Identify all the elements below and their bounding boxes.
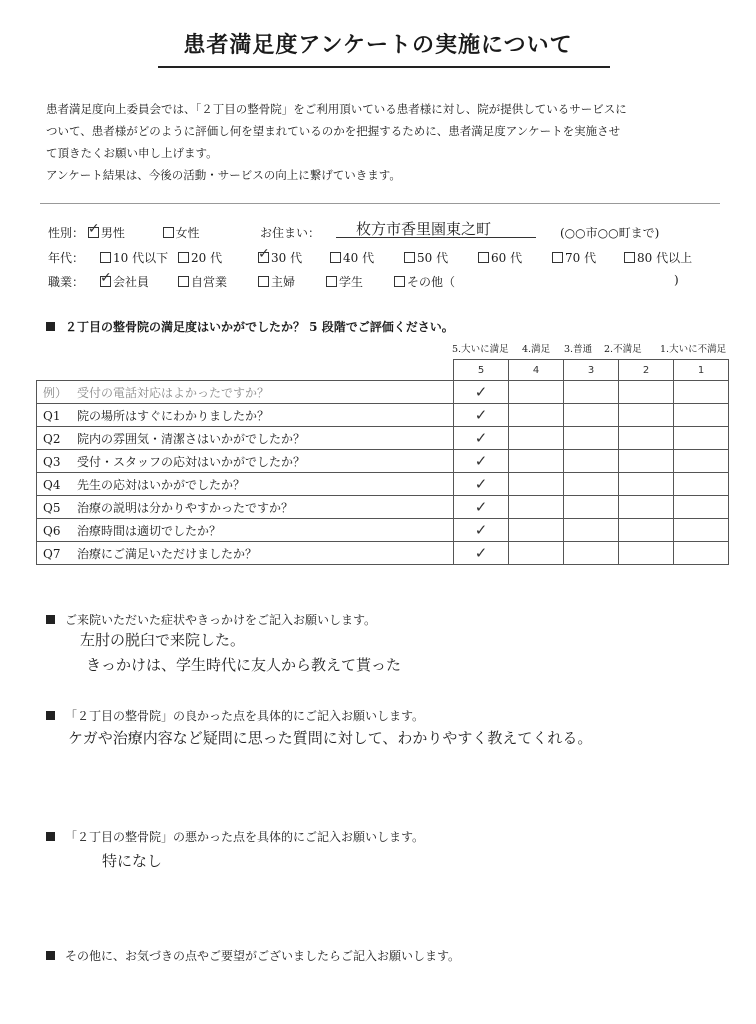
question-text: 先生の応対はいかがでしたか？: [77, 477, 246, 492]
job-other-close: ): [674, 273, 679, 287]
table-header-row: [37, 360, 729, 381]
checkbox-other[interactable]: [394, 276, 405, 287]
rating-cell-5[interactable]: [454, 542, 509, 565]
question-text: 受付の電話対応はよかったですか？: [77, 385, 270, 400]
rating-cell-5[interactable]: [454, 496, 509, 519]
rating-cell-2[interactable]: [619, 473, 674, 496]
table-row: [37, 473, 729, 496]
age-label: 年代：: [48, 251, 85, 265]
question-label: [37, 404, 454, 427]
bullet-square-icon: [46, 951, 55, 960]
age-option-30[interactable]: ✓ 30 代: [258, 246, 303, 265]
rating-cell-2[interactable]: [619, 542, 674, 565]
check-mark-icon: ✓: [474, 452, 488, 470]
rating-cell-1[interactable]: [674, 473, 729, 496]
satisfaction-table: [36, 359, 729, 565]
table-row: [37, 381, 729, 404]
question-text: 院の場所はすぐにわかりましたか？: [77, 408, 270, 423]
rating-cell-5[interactable]: [454, 519, 509, 542]
address-hint: (○○市○○町まで): [560, 226, 660, 240]
scale-label-2: 2.不満足: [604, 344, 642, 355]
check-mark-icon: ✓: [474, 521, 488, 539]
bullet-square-icon: [46, 832, 55, 841]
table-row: [37, 450, 729, 473]
title-underline: [158, 66, 610, 68]
age-option-40[interactable]: 40 代: [330, 249, 374, 266]
rating-cell-3[interactable]: [564, 473, 619, 496]
scale-label-4: 4.満足: [522, 344, 551, 355]
age-option-50[interactable]: 50 代: [404, 249, 448, 266]
table-row: [37, 404, 729, 427]
question-id: Q7: [43, 546, 61, 561]
checkbox-age-80[interactable]: [624, 252, 635, 263]
question-label: [37, 450, 454, 473]
question-label: [37, 542, 454, 565]
question-text: 院内の雰囲気・清潔さはいかがでしたか？: [77, 431, 306, 446]
rating-cell-2[interactable]: [619, 519, 674, 542]
col-header-4: 4: [509, 360, 564, 381]
job-label: 職業：: [48, 275, 85, 289]
rating-cell-3[interactable]: [564, 496, 619, 519]
page-title: 患者満足度アンケートの実施について: [183, 32, 573, 58]
free-q1-answer-line[interactable]: 左肘の脱臼で来院した。: [80, 631, 246, 649]
check-mark-icon: ✓: [474, 498, 488, 516]
address-value[interactable]: 枚方市香里園東之町: [356, 220, 492, 238]
survey-heading: ２丁目の整骨院の満足度はいかがでしたか？ 5 段階でご評価ください。: [46, 318, 454, 335]
question-label: [37, 519, 454, 542]
intro-line: ついて、患者様がどのように評価し何を望まれているのかを把握するために、患者満足度アンケートを実施させ: [46, 124, 621, 138]
rating-cell-3[interactable]: [564, 427, 619, 450]
col-header-2: 2: [619, 360, 674, 381]
table-row: [37, 519, 729, 542]
age-option-20[interactable]: 20 代: [178, 249, 222, 266]
age-option-60[interactable]: 60 代: [478, 249, 522, 266]
free-q1-answer-line[interactable]: きっかけは、学生時代に友人から教えて貰った: [86, 656, 402, 674]
table-row: [37, 427, 729, 450]
rating-cell-4[interactable]: [509, 542, 564, 565]
rating-cell-3[interactable]: [564, 519, 619, 542]
col-header-5: 5: [454, 360, 509, 381]
scale-label-5: 5.大いに満足: [452, 344, 509, 355]
rating-cell-4[interactable]: [509, 473, 564, 496]
question-id: Q5: [43, 500, 61, 515]
checkbox-age-70[interactable]: [552, 252, 563, 263]
rating-cell-2[interactable]: [619, 427, 674, 450]
question-id: Q6: [43, 523, 61, 538]
check-mark-icon: ✓: [474, 544, 488, 562]
question-label: [37, 496, 454, 519]
job-option-self-employed[interactable]: 自営業: [178, 273, 227, 290]
question-label: [37, 381, 454, 404]
question-id: Q1: [43, 408, 61, 423]
scale-label-3: 3.普通: [564, 344, 593, 355]
rating-cell-1[interactable]: [674, 404, 729, 427]
rating-cell-2[interactable]: [619, 404, 674, 427]
rating-cell-4[interactable]: [509, 427, 564, 450]
question-label: [37, 427, 454, 450]
rating-cell-4[interactable]: [509, 450, 564, 473]
rating-cell-4[interactable]: [509, 404, 564, 427]
check-mark-icon: ✓: [474, 383, 488, 401]
checkbox-student[interactable]: [326, 276, 337, 287]
intro-line: 患者満足度向上委員会では、「２丁目の整骨院」をご利用頂いている患者様に対し、院が提供しているサービスに: [46, 102, 627, 116]
free-q3-answer-line[interactable]: 特になし: [102, 852, 163, 870]
gender-option-male[interactable]: ✓ 男性: [87, 221, 125, 240]
rating-cell-1[interactable]: [674, 381, 729, 404]
address-label: お住まい：: [260, 226, 321, 240]
gender-row: [48, 221, 200, 241]
job-option-homemaker[interactable]: 主婦: [258, 273, 295, 290]
intro-divider: [40, 203, 720, 204]
checkbox-age-50[interactable]: [404, 252, 415, 263]
question-label: [37, 473, 454, 496]
question-text: 治療にご満足いただけましたか？: [77, 546, 258, 561]
checkbox-age-30[interactable]: [258, 246, 270, 263]
free-q4-prompt: その他に、お気づきの点やご要望がございましたらご記入お願いします。: [46, 947, 460, 964]
intro-line: アンケート結果は、今後の活動・サービスの向上に繋げていきます。: [46, 168, 401, 182]
age-option-10[interactable]: 10 代以下: [100, 249, 168, 266]
rating-cell-1[interactable]: [674, 450, 729, 473]
job-option-employee[interactable]: ✓ 会社員: [100, 270, 150, 289]
question-text: 治療の説明は分かりやすかったですか？: [77, 500, 294, 515]
question-id: Q2: [43, 431, 61, 446]
rating-cell-4[interactable]: [509, 496, 564, 519]
age-option-70[interactable]: 70 代: [552, 249, 596, 266]
question-id: Q4: [43, 477, 61, 492]
bullet-square-icon: [46, 615, 55, 624]
checkbox-female[interactable]: [163, 227, 174, 238]
checkbox-age-20[interactable]: [178, 252, 189, 263]
free-q2-answer-line[interactable]: ケガや治療内容など疑問に思った質問に対して、わかりやすく教えてくれる。: [68, 729, 593, 747]
bullet-square-icon: [46, 711, 55, 720]
checkbox-self-employed[interactable]: [178, 276, 189, 287]
rating-cell-3[interactable]: [564, 404, 619, 427]
checkbox-male[interactable]: [87, 221, 100, 238]
check-mark-icon: ✓: [258, 246, 270, 262]
checkbox-age-60[interactable]: [478, 252, 489, 263]
rating-cell-4[interactable]: [509, 519, 564, 542]
rating-cell-5[interactable]: [454, 427, 509, 450]
free-q1-prompt: ご来院いただいた症状やきっかけをご記入お願いします。: [46, 611, 376, 628]
rating-cell-3[interactable]: [564, 450, 619, 473]
rating-cell-5[interactable]: [454, 404, 509, 427]
rating-cell-1[interactable]: [674, 427, 729, 450]
intro-text: [46, 98, 726, 186]
col-header-1: 1: [674, 360, 729, 381]
check-mark-icon: ✓: [100, 270, 112, 286]
intro-line: て頂きたくお願い申し上げます。: [46, 146, 218, 160]
rating-cell-1[interactable]: [674, 496, 729, 519]
check-mark-icon: ✓: [474, 475, 488, 493]
rating-cell-4[interactable]: [509, 381, 564, 404]
rating-cell-5[interactable]: [454, 450, 509, 473]
checkbox-age-10[interactable]: [100, 252, 111, 263]
age-option-80[interactable]: 80 代以上: [624, 249, 692, 266]
job-option-student[interactable]: 学生: [326, 273, 363, 290]
scale-label-1: 1.大いに不満足: [660, 344, 727, 355]
rating-cell-3[interactable]: [564, 381, 619, 404]
job-option-other[interactable]: その他（: [394, 273, 455, 290]
question-id: 例）: [43, 385, 68, 400]
question-text: 受付・スタッフの応対はいかがでしたか？: [77, 454, 306, 469]
checkbox-employee[interactable]: [100, 270, 112, 287]
free-q2-prompt: 「２丁目の整骨院」の良かった点を具体的にご記入お願いします。: [46, 707, 424, 724]
rating-cell-2[interactable]: [619, 381, 674, 404]
checkbox-age-40[interactable]: [330, 252, 341, 263]
rating-cell-5[interactable]: [454, 473, 509, 496]
check-mark-icon: ✓: [87, 221, 100, 237]
rating-cell-5[interactable]: [454, 381, 509, 404]
gender-option-female[interactable]: 女性: [163, 226, 200, 240]
check-mark-icon: ✓: [474, 429, 488, 447]
rating-cell-2[interactable]: [619, 496, 674, 519]
gender-label: 性別：: [48, 226, 85, 240]
rating-cell-3[interactable]: [564, 542, 619, 565]
rating-cell-1[interactable]: [674, 542, 729, 565]
rating-cell-2[interactable]: [619, 450, 674, 473]
check-mark-icon: ✓: [474, 406, 488, 424]
question-text: 治療時間は適切でしたか？: [77, 523, 222, 538]
table-row: [37, 496, 729, 519]
table-row: [37, 542, 729, 565]
question-id: Q3: [43, 454, 61, 469]
checkbox-homemaker[interactable]: [258, 276, 269, 287]
rating-cell-1[interactable]: [674, 519, 729, 542]
bullet-square-icon: [46, 322, 55, 331]
header-blank: [37, 360, 454, 381]
address-underline: [336, 237, 536, 238]
col-header-3: 3: [564, 360, 619, 381]
free-q3-prompt: 「２丁目の整骨院」の悪かった点を具体的にご記入お願いします。: [46, 828, 424, 845]
